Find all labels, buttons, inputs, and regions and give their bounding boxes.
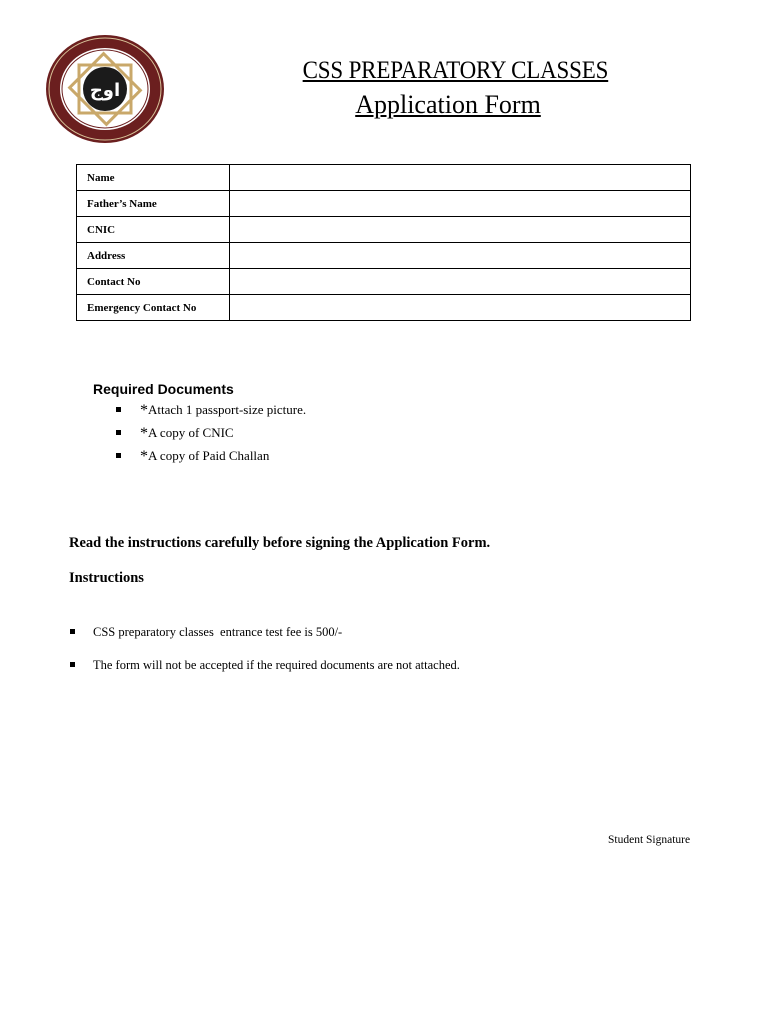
field-value[interactable] bbox=[230, 243, 691, 269]
field-value[interactable] bbox=[230, 165, 691, 191]
field-label: Address bbox=[77, 243, 230, 269]
field-label: Name bbox=[77, 165, 230, 191]
field-label: Emergency Contact No bbox=[77, 295, 230, 321]
bullet-icon bbox=[116, 453, 121, 458]
page-title: CSS PREPARATORY CLASSES bbox=[302, 57, 609, 84]
required-documents-heading: Required Documents bbox=[93, 381, 234, 397]
list-item: CSS preparatory classes entrance test fee is 500/- bbox=[69, 622, 460, 655]
form-row bbox=[77, 295, 691, 321]
field-label: CNIC bbox=[77, 217, 230, 243]
student-signature-label: Student Signature bbox=[608, 834, 691, 846]
instructions-heading: Instructions bbox=[69, 570, 144, 586]
list-item: The form will not be accepted if the required documents are not attached. bbox=[69, 655, 460, 688]
form-row bbox=[77, 217, 691, 243]
field-label: Contact No bbox=[77, 269, 230, 295]
instructions-list bbox=[69, 622, 460, 688]
required-documents-list bbox=[116, 399, 306, 468]
logo-emblem: اوج bbox=[89, 80, 121, 101]
bullet-icon bbox=[70, 662, 75, 667]
university-logo bbox=[44, 33, 166, 145]
list-item: *A copy of CNIC bbox=[116, 422, 306, 445]
form-row bbox=[77, 191, 691, 217]
bullet-icon bbox=[116, 430, 121, 435]
bullet-icon bbox=[116, 407, 121, 412]
bullet-icon bbox=[70, 629, 75, 634]
field-value[interactable] bbox=[230, 269, 691, 295]
application-form-table bbox=[76, 164, 691, 321]
page-subtitle: Application Form bbox=[355, 90, 541, 119]
list-item: *Attach 1 passport-size picture. bbox=[116, 399, 306, 422]
form-row bbox=[77, 269, 691, 295]
list-item: *A copy of Paid Challan bbox=[116, 445, 306, 468]
form-row bbox=[77, 243, 691, 269]
field-label: Father’s Name bbox=[77, 191, 230, 217]
field-value[interactable] bbox=[230, 295, 691, 321]
form-row bbox=[77, 165, 691, 191]
field-value[interactable] bbox=[230, 191, 691, 217]
field-value[interactable] bbox=[230, 217, 691, 243]
read-instructions-notice: Read the instructions carefully before signing the Application Form. bbox=[69, 535, 491, 551]
